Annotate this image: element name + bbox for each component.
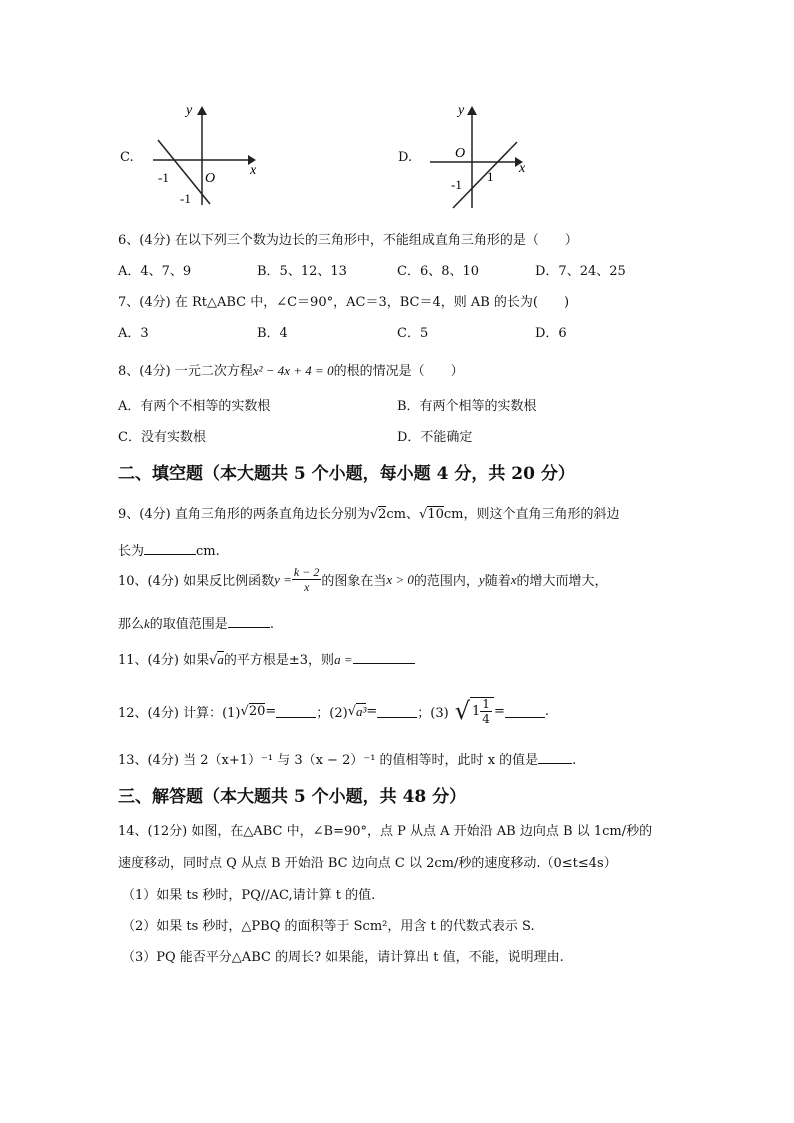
- q10-x-var: x: [510, 571, 517, 587]
- question-14-part-3: （3）PQ 能否平分△ABC 的周长? 如果能，请计算出 t 值，不能，说明理由.: [122, 950, 564, 965]
- q10-condition: x > 0: [386, 571, 414, 587]
- q10-line2-text: 的取值范围是: [149, 617, 228, 632]
- q12-frac-den: 4: [482, 712, 490, 726]
- question-10: [118, 566, 608, 593]
- question-8: [118, 360, 464, 379]
- q8-option-a: A．有两个不相等的实数根: [118, 399, 271, 414]
- q9-separator: 、: [406, 507, 420, 522]
- q8-option-d: D．不能确定: [397, 430, 473, 445]
- q10-line2-prefix: 那么: [118, 617, 145, 632]
- q10-text-1: 的图象在当: [321, 574, 387, 589]
- q12-eq-1: =: [265, 703, 277, 719]
- q8-suffix: 的根的情况是（ ）: [333, 364, 464, 379]
- question-13: [118, 749, 576, 768]
- section-3-heading: 三、解答题（本大题共 5 个小题，共 48 分）: [118, 787, 467, 807]
- q12-frac-num: 1: [482, 697, 490, 711]
- q6-option-a: A．4、7、9: [118, 264, 192, 279]
- graph-c: [148, 100, 258, 210]
- q9-suffix: ，则这个直角三角形的斜边: [463, 507, 620, 522]
- q10-y-var: y: [478, 571, 485, 587]
- y-intercept-label: -1: [451, 177, 462, 192]
- x-intercept-label: 1: [487, 169, 494, 184]
- q6-option-c: C．6、8、10: [397, 264, 480, 279]
- q13-text: 13、(4分) 当 2（x+1）⁻¹ 与 3（x − 2）⁻¹ 的值相等时，此时 x 的值是: [118, 753, 539, 768]
- answer-blank[interactable]: [505, 705, 545, 718]
- x-axis-label: x: [250, 163, 257, 178]
- q12-end: .: [544, 703, 549, 719]
- question-12: [118, 697, 549, 725]
- q12-eq-2: =: [366, 703, 378, 719]
- origin-label: O: [205, 171, 216, 186]
- q11-prefix: 11、(4分) 如果: [118, 653, 210, 668]
- q12-fraction: [480, 698, 492, 725]
- sqrt-icon: √: [240, 703, 249, 719]
- q12-mixed-number: [470, 697, 494, 725]
- answer-blank[interactable]: [353, 663, 415, 664]
- q10-end: .: [269, 617, 274, 632]
- question-14-line-2: 速度移动，同时点 Q 从点 B 开始沿 BC 边向点 C 以 2cm/秒的速度移动.（0≤t≤4s）: [118, 856, 617, 871]
- question-10-line-2: [118, 613, 274, 632]
- q11-a-eq: a =: [334, 652, 353, 667]
- option-d-label: D.: [398, 150, 413, 165]
- q13-end: .: [572, 753, 577, 768]
- question-14-line-1: 14、(12分) 如图，在△ABC 中，∠B=90°，点 P 从点 A 开始沿 AB 边向点 B 以 1cm/秒的: [118, 824, 653, 839]
- q11-radicand: a: [217, 652, 224, 667]
- q8-equation: x² − 4x + 4 = 0: [252, 363, 334, 378]
- y-intercept-label: -1: [180, 191, 191, 206]
- q11-text: 的平方根是±3，则: [223, 653, 335, 668]
- question-7: 7、(4分) 在 Rt△ABC 中，∠C＝90°，AC＝3，BC＝4，则 AB 的长为( ): [118, 295, 570, 310]
- q6-option-b: B．5、12、13: [257, 264, 347, 279]
- answer-blank[interactable]: [144, 554, 196, 555]
- q10-function-lhs: y =: [274, 571, 292, 587]
- q10-k-var: k: [144, 616, 150, 631]
- sqrt-icon: √: [347, 703, 356, 719]
- q12-whole: 1: [472, 704, 481, 719]
- q9-line2-suffix: cm.: [196, 544, 220, 559]
- q8-option-b: B．有两个相等的实数根: [397, 399, 537, 414]
- q9-radicand-1: 2: [378, 507, 387, 522]
- q7-option-d: D．6: [535, 326, 567, 341]
- question-14-part-2: （2）如果 ts 秒时，△PBQ 的面积等于 Scm²，用含 t 的代数式表示 S.: [122, 919, 535, 934]
- q10-text-4: 的增大而增大，: [516, 574, 608, 589]
- graph-d: [425, 100, 535, 210]
- q12-radicand-2: a³: [355, 703, 367, 719]
- q12-prefix: 12、(4分) 计算：(1): [118, 705, 241, 721]
- x-axis-label: x: [519, 161, 526, 176]
- q8-prefix: 8、(4分) 一元二次方程: [118, 364, 253, 379]
- q7-option-c: C．5: [397, 326, 429, 341]
- q6-option-d: D．7、24、25: [535, 264, 626, 279]
- q10-fraction: [292, 566, 321, 593]
- q8-option-c: C．没有实数根: [118, 430, 206, 445]
- q7-option-b: B．4: [257, 326, 288, 341]
- x-intercept-label: -1: [158, 170, 169, 185]
- sqrt-icon: √: [369, 507, 379, 522]
- q12-sep-1: ；(2): [316, 705, 348, 721]
- q9-radicand-2: 10: [427, 507, 444, 522]
- q10-numerator: k − 2: [293, 565, 320, 579]
- q10-text-2: 的范围内，: [413, 574, 479, 589]
- answer-blank[interactable]: [538, 763, 572, 764]
- y-axis-label: y: [458, 103, 465, 118]
- question-9-line-2: [118, 540, 220, 559]
- sqrt-icon: √: [454, 697, 471, 725]
- q7-option-a: A．3: [118, 326, 149, 341]
- origin-label: O: [455, 146, 466, 161]
- answer-blank[interactable]: [276, 705, 316, 718]
- q9-unit-2: cm: [443, 507, 464, 522]
- question-11: [118, 649, 415, 668]
- q10-prefix: 10、(4分) 如果反比例函数: [118, 574, 275, 589]
- q10-denominator: x: [303, 580, 310, 594]
- q10-text-3: 随着: [484, 574, 511, 589]
- sqrt-icon: √: [419, 507, 428, 522]
- q9-prefix: 9、(4分) 直角三角形的两条直角边长分别为: [118, 507, 370, 522]
- q12-sep-2: ；(3): [417, 705, 449, 721]
- question-14-part-1: （1）如果 ts 秒时，PQ//AC,请计算 t 的值.: [122, 888, 376, 903]
- answer-blank[interactable]: [377, 705, 417, 718]
- q9-line2-prefix: 长为: [118, 544, 145, 559]
- answer-blank[interactable]: [228, 627, 270, 628]
- q9-unit-1: cm: [386, 507, 407, 522]
- option-c-label: C.: [120, 150, 134, 165]
- question-9: [118, 503, 620, 522]
- q12-eq-3: =: [493, 703, 505, 719]
- question-6: 6、(4分) 在以下列三个数为边长的三角形中，不能组成直角三角形的是（ ）: [118, 233, 578, 248]
- sqrt-icon: √: [209, 653, 218, 668]
- y-axis-label: y: [186, 103, 193, 118]
- section-2-heading: 二、填空题（本大题共 5 个小题，每小题 4 分，共 20 分）: [118, 464, 575, 484]
- q12-radicand-1: 20: [248, 704, 266, 719]
